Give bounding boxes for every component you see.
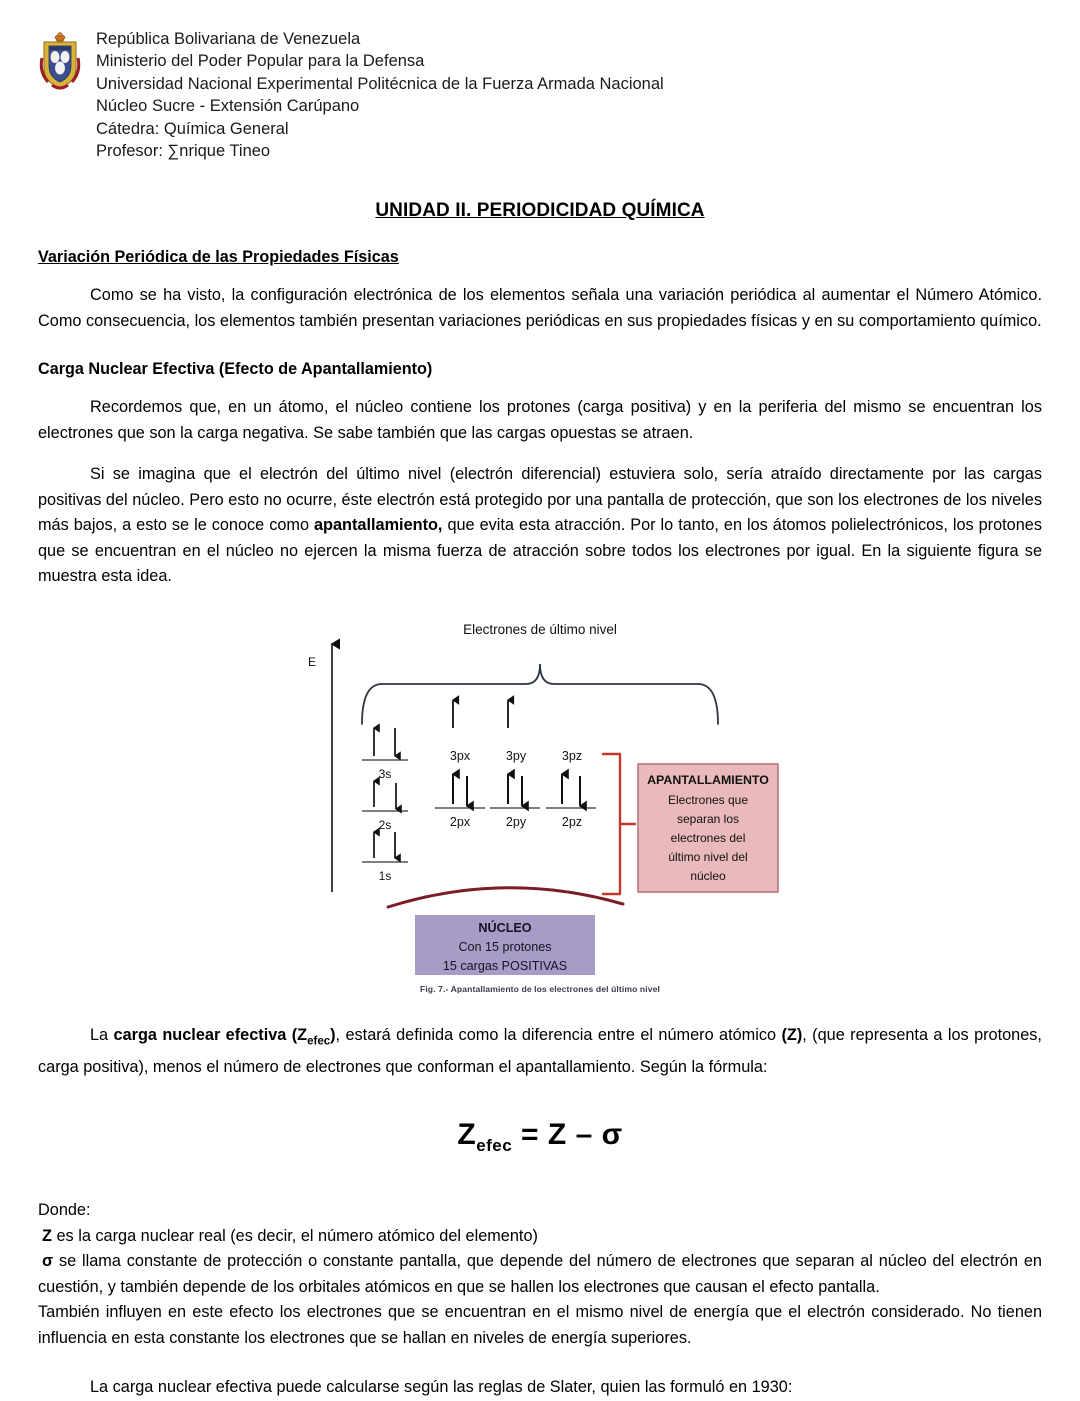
nucleus-line-3: 15 cargas POSITIVAS [442, 958, 568, 973]
symbol-z: Z [42, 1226, 52, 1245]
formula-z-sub: efec [476, 1136, 513, 1156]
orbital-label-2s: 2s [378, 817, 392, 832]
header-line-5: Cátedra: Química General [96, 119, 289, 138]
header-line-3: Universidad Nacional Experimental Politécnica de la Fuerza Armada Nacional [96, 74, 664, 93]
carga-2-text-b: que evita esta atracción. Por lo tanto, en los átomos polielectrónicos, los protones que se encuentran en el núcleo no ejercen la misma fuerza de atracción sobre todos los electrones por igual. En la siguiente figura se muestra esta idea. [38, 516, 1042, 586]
orbital-label-2py: 2py [505, 814, 527, 829]
institution-header-text [96, 28, 664, 162]
formula-intro-bold1: carga nuclear efectiva (Z [113, 1025, 308, 1044]
nucleus-line-1: NÚCLEO [478, 920, 532, 935]
formula-intro-b: , estará definida como la diferencia entre el número atómico [335, 1025, 782, 1044]
formula-intro-a: La [90, 1025, 114, 1044]
section-heading-carga-nuclear: Carga Nuclear Efectiva (Efecto de Apantallamiento) [38, 360, 433, 379]
orbital-label-3pz: 3pz [561, 748, 583, 763]
header-line-6: Profesor: ∑nrique Tineo [96, 142, 271, 161]
orbital-label-2px: 2px [449, 814, 471, 829]
donde-z-text: es la carga nuclear real (es decir, el número atómico del elemento) [51, 1226, 538, 1245]
section-heading-variacion: Variación Periódica de las Propiedades Físicas [38, 248, 399, 267]
apantallamiento-line-5: núcleo [690, 868, 726, 883]
document-header [0, 0, 1080, 162]
header-line-1: República Bolivariana de Venezuela [96, 30, 361, 48]
unefa-coat-of-arms-icon [38, 30, 82, 92]
symbol-sigma: σ [42, 1252, 54, 1271]
formula-intro-bold1-sub: efec [307, 1035, 331, 1048]
apantallamiento-line-4: último nivel del [668, 849, 748, 864]
orbital-label-3s: 3s [378, 766, 392, 781]
orbital-label-2pz: 2pz [561, 814, 583, 829]
apantallamiento-line-2: separan los [676, 811, 740, 826]
donde-sigma-line [38, 1249, 1042, 1300]
paragraph-carga-2 [38, 462, 1042, 590]
figure-caption: Fig. 7.- Apantallamiento de los electrones del último nivel [419, 983, 661, 994]
formula-z: Z [457, 1118, 477, 1152]
donde-label: Donde: [38, 1201, 91, 1220]
figure-apantallamiento [290, 612, 790, 1007]
top-bracket-label: Electrones de último nivel [463, 621, 617, 637]
apantallamiento-bold: apantallamiento, [313, 516, 443, 535]
header-line-4: Núcleo Sucre - Extensión Carúpano [96, 97, 360, 116]
formula-intro-bold2: (Z) [781, 1025, 803, 1044]
donde-extra-paragraph: También influyen en este efecto los electrones que se encuentran en el mismo nivel de energía que el electrón considerado. No tienen influencia en esta constante los electrones que se hallan en niveles de energía superiores. [38, 1303, 1042, 1347]
orbital-label-3px: 3px [449, 748, 471, 763]
donde-sigma-text: se llama constante de protección o constante pantalla, que depende del número de electrones que separan al núcleo del electrón en cuestión, y también depende de los orbitales atómicos en que se hallen los electrones que causan el efecto pantalla. [38, 1252, 1042, 1296]
apantallamiento-title: APANTALLAMIENTO [647, 772, 769, 787]
paragraph-carga-1: Recordemos que, en un átomo, el núcleo contiene los protones (carga positiva) y en la periferia del mismo se encuentran los electrones que son la carga negativa. Se sabe también que las cargas opuestas se atraen. [38, 398, 1042, 442]
orbital-label-1s: 1s [378, 868, 392, 883]
formula-intro-bold1-end: ) [330, 1025, 336, 1044]
apantallamiento-line-1: Electrones que [667, 792, 749, 807]
formula-intro-c: , (que representa a los protones, carga positiva), menos el número de electrones que conforman el apantallamiento. Según la fórmula: [38, 1025, 1042, 1076]
formula-rest: = Z – σ [512, 1118, 623, 1152]
energy-axis-label: E [308, 654, 317, 669]
page-title: UNIDAD II. PERIODICIDAD QUÍMICA [375, 200, 705, 222]
orbital-diagram-svg [290, 612, 790, 987]
formula-zefec [0, 1118, 1080, 1156]
paragraph-variacion: Como se ha visto, la configuración electrónica de los elementos señala una variación periódica al aumentar el Número Atómico. Como consecuencia, los elementos también presentan variaciones periódicas en sus propiedades físicas y en su comportamiento químico. [38, 286, 1042, 330]
carga-2-text-a: Si se imagina que el electrón del último nivel (electrón diferencial) estuviera solo, sería atraído directamente por las cargas positivas del núcleo. Pero esto no ocurre, éste electrón está protegido por una pantalla de protección, que son los electrones de los niveles más bajos, a esto se le conoce como [38, 465, 1042, 535]
header-line-2: Ministerio del Poder Popular para la Defensa [96, 52, 425, 71]
orbital-label-3py: 3py [505, 748, 527, 763]
donde-block [38, 1198, 1042, 1351]
apantallamiento-line-3: electrones del [670, 830, 746, 845]
paragraph-slater: La carga nuclear efectiva puede calcularse según las reglas de Slater, quien las formuló en 1930: [90, 1378, 793, 1397]
donde-z-line [38, 1224, 1042, 1250]
paragraph-formula-intro [38, 1023, 1042, 1080]
nucleus-line-2: Con 15 protones [458, 939, 552, 954]
